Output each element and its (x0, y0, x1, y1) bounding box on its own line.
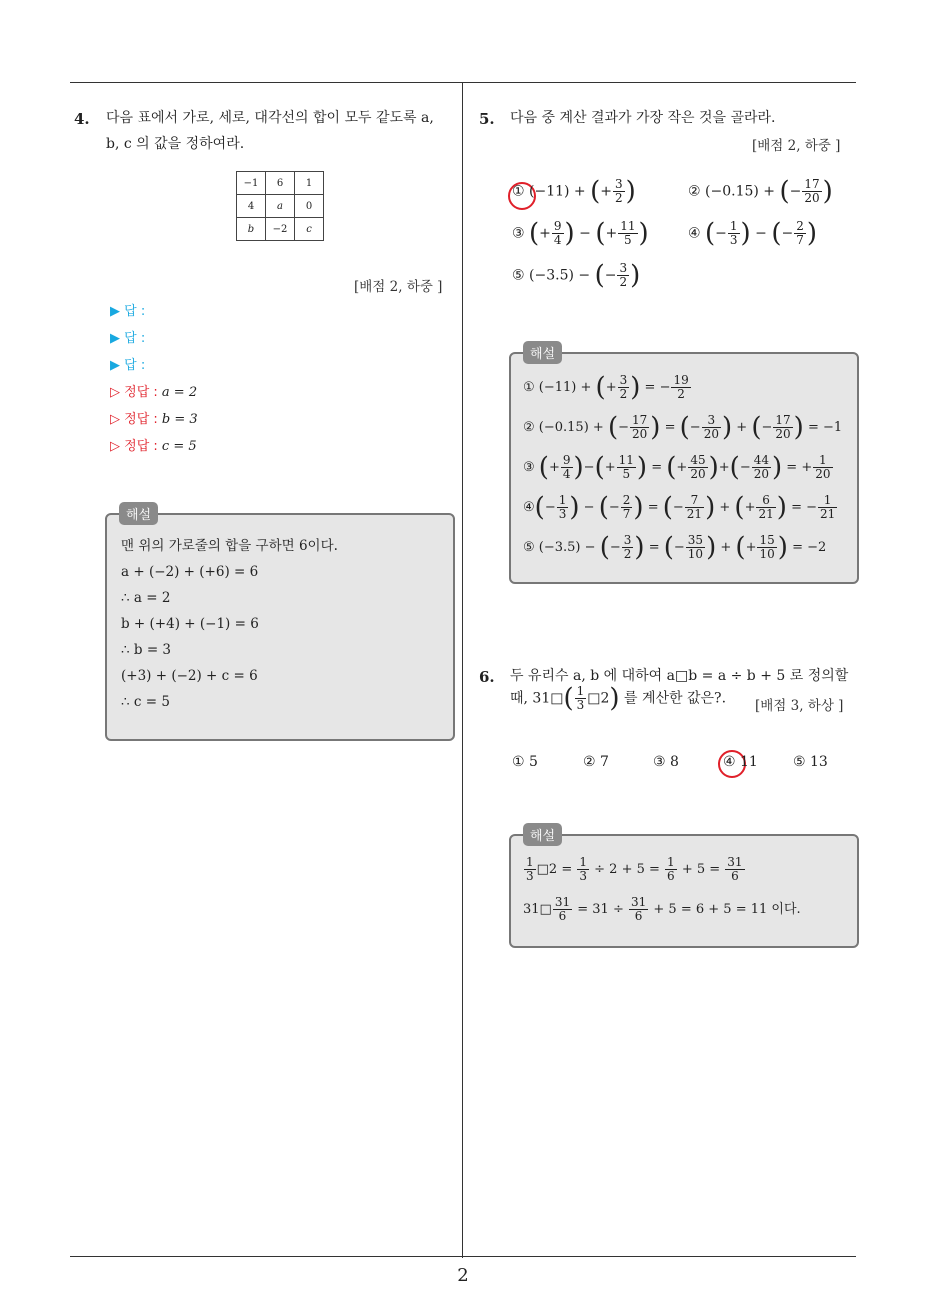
correct-value: a = 2 (161, 385, 198, 400)
solution-tag: 해설 (523, 823, 562, 846)
correct-label: ▷ 정답 : (110, 439, 158, 454)
q4-text-line2: b, c 의 값을 정하여라. (106, 136, 245, 152)
q4-text-line1: 다음 표에서 가로, 세로, 대각선의 합이 모두 같도록 a, (106, 110, 434, 126)
cell: 6 (266, 172, 295, 195)
correct-value: b = 3 (161, 412, 198, 427)
q6-choice-2[interactable]: ② 7 (583, 754, 609, 770)
q4-solution-box (105, 508, 455, 741)
cell math: b (237, 218, 266, 241)
correct-label: ▷ 정답 : (110, 412, 158, 427)
q5-choice-2[interactable]: ② (−0.15) + (− $\frac{17}{20}$ ) (688, 176, 833, 207)
cell: 4 (237, 195, 266, 218)
q4-answers (110, 298, 410, 460)
q6-solution-box (509, 829, 859, 948)
solution-tag: 해설 (523, 341, 562, 364)
q6-score: [배점 3, 하상 ] (755, 698, 844, 714)
q5-score: [배점 2, 하중 ] (752, 138, 841, 154)
q6-choice-1[interactable]: ① 5 (512, 754, 538, 770)
solution-line: (+3) + (−2) + c = 6 (121, 668, 258, 684)
cell: −1 (237, 172, 266, 195)
cell: 0 (295, 195, 324, 218)
solution-line: ③ (+ $\frac{9}{4}$ )−(+ $\frac{11}{5}$ ) = (+ $\frac{45}{20}$ )+(− $\frac{44}{20}$ ) = + $\frac{1}{20}$ (523, 452, 831, 483)
q5-number: 5. (479, 110, 495, 128)
solution-line: ④(− $\frac{1}{3}$ ) − (− $\frac{2}{7}$ ) = (− $\frac{7}{21}$ ) + (+ $\frac{6}{21}$ ) = − $\frac{1}{21}$ (523, 492, 836, 523)
page-number: 2 (457, 1265, 469, 1286)
correct-value: c = 5 (161, 439, 197, 454)
q6-choice-4[interactable]: ④ 11 (723, 754, 758, 770)
solution-line: ∴ c = 5 (121, 694, 170, 710)
cell: 1 (295, 172, 324, 195)
bottom-rule (70, 1256, 856, 1257)
q5-text: 다음 중 계산 결과가 가장 작은 것을 골라라. (510, 110, 776, 126)
q5-choice-5[interactable]: ⑤ (−3.5) − (− $\frac{3}{2}$ ) (512, 260, 641, 291)
answer-blank[interactable]: ▶ 답 : (110, 331, 146, 346)
solution-line: 맨 위의 가로줄의 합을 구하면 6이다. (121, 538, 338, 554)
solution-line: ⑤ (−3.5) − (− $\frac{3}{2}$ ) = (− $\frac{35}{10}$ ) + (+ $\frac{15}{10}$ ) = −2 (523, 532, 827, 563)
solution-line: ∴ a = 2 (121, 590, 171, 606)
top-rule (70, 82, 856, 83)
solution-line: ② (−0.15) + (− $\frac{17}{20}$ ) = (− $\frac{3}{20}$ ) + (− $\frac{17}{20}$ ) = −1 (523, 412, 843, 443)
q6-text-line1: 두 유리수 a, b 에 대하여 a□b = a ÷ b + 5 로 정의할 (510, 668, 849, 684)
q6-number: 6. (479, 668, 495, 686)
answer-blank[interactable]: ▶ 답 : (110, 358, 146, 373)
q5-solution-box (509, 347, 859, 584)
cell math: a (266, 195, 295, 218)
q4-number: 4. (74, 110, 90, 128)
cell: −2 (266, 218, 295, 241)
solution-tag: 해설 (119, 502, 158, 525)
solution-line: $\frac{1}{3}$ □2 = $\frac{1}{3}$ ÷ 2 + 5 = $\frac{1}{6}$ + 5 = $\frac{31}{6}$ (526, 855, 743, 883)
q6-choice-3[interactable]: ③ 8 (653, 754, 679, 770)
q6-choice-5[interactable]: ⑤ 13 (793, 754, 828, 770)
answer-blank[interactable]: ▶ 답 : (110, 304, 146, 319)
cell math: c (295, 218, 324, 241)
solution-line: a + (−2) + (+6) = 6 (121, 564, 259, 580)
q5-choice-3[interactable]: ③ (+ $\frac{9}{4}$ ) − (+ $\frac{11}{5}$ ) (512, 218, 649, 249)
q4-score: [배점 2, 하중 ] (354, 279, 443, 295)
q5-choice-1[interactable]: ① (−11) + (+ $\frac{3}{2}$ ) (512, 176, 636, 207)
q6-text-line2: 때, 31□( $\frac{1}{3}$ □2) 를 계산한 값은?. (510, 683, 727, 714)
correct-label: ▷ 정답 : (110, 385, 158, 400)
magic-square-table (236, 171, 324, 241)
solution-line: ① (−11) + (+ $\frac{3}{2}$ ) = − $\frac{19}{2}$ (523, 372, 689, 403)
q5-choice-4[interactable]: ④ (− $\frac{1}{3}$ ) − (− $\frac{2}{7}$ ) (688, 218, 818, 249)
column-divider (462, 82, 463, 1258)
solution-line: ∴ b = 3 (121, 642, 172, 658)
solution-line: 31□ $\frac{31}{6}$ = 31 ÷ $\frac{31}{6}$ + 5 = 6 + 5 = 11 이다. (523, 895, 801, 923)
solution-line: b + (+4) + (−1) = 6 (121, 616, 259, 632)
